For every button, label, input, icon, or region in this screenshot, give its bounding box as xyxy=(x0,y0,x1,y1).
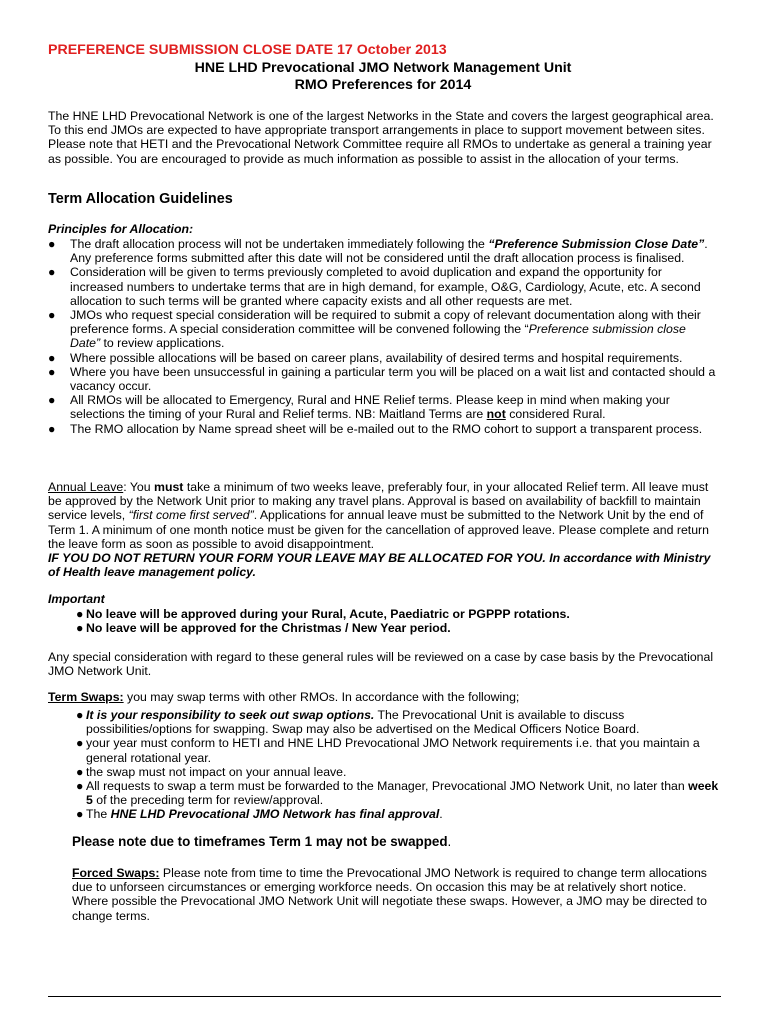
list-item: ● No leave will be approved for the Christmas / New Year period. xyxy=(76,621,451,636)
document-title: HNE LHD Prevocational JMO Network Management Unit xyxy=(194,60,572,76)
principles-heading: Principles for Allocation: xyxy=(48,222,194,236)
annual-leave-label: Annual Leave xyxy=(48,480,124,494)
forced-swaps-label: Forced Swaps: xyxy=(72,866,160,880)
term-swaps-paragraph: Term Swaps: you may swap terms with other RMOs. In accordance with the following; xyxy=(48,690,520,704)
bullet-icon: ● xyxy=(48,265,56,280)
list-item: ● No leave will be approved during your Rural, Acute, Paediatric or PGPPP rotations. xyxy=(76,607,570,621)
important-heading: Important xyxy=(48,592,105,606)
bullet-icon: ● xyxy=(76,621,84,636)
list-item: ● Consideration will be given to terms previously completed to avoid duplication and expand the opportunity for increased numbers to undertake terms that are in high demand, for example, O&G, Cardiology, Acute, etc. A second allocation to such terms will be granted where capacity exists and all other requests are met. xyxy=(48,265,701,308)
bullet-icon: ● xyxy=(48,350,56,365)
forced-swaps-paragraph: Forced Swaps: Please note from time to time the Prevocational JMO Network is required to change term allocations due to unforseen circumstances or emerging workforce needs. On occasion this may be at relatively short notice. Where possible the Prevocational JMO Network Unit will negotiate these swaps. However, a JMO may be directed to change terms. xyxy=(72,866,707,923)
term-swaps-list xyxy=(76,708,721,822)
list-item: ● Where you have been unsuccessful in gaining a particular term you will be placed on a wait list and contacted should a vacancy occur. xyxy=(48,364,716,394)
important-list xyxy=(76,607,716,635)
term-allocation-heading: Term Allocation Guidelines xyxy=(48,191,233,207)
bullet-icon: ● xyxy=(76,779,84,794)
footer-divider xyxy=(48,996,721,997)
list-item: ● The HNE LHD Prevocational JMO Network has final approval. xyxy=(76,807,443,822)
list-item: ● All RMOs will be allocated to Emergency, Rural and HNE Relief terms. Please keep in mind when making your selections the timing of your Rural and Relief terms. NB: Maitland Terms are not considered Rural. xyxy=(48,393,670,422)
list-item: ● JMOs who request special consideration will be required to submit a copy of relevant documentation along with their preference forms. A special consideration committee will be convened following the “Preference submission close Date” to review applications. xyxy=(48,308,701,351)
list-item: ● the swap must not impact on your annual leave. xyxy=(76,764,347,779)
bullet-icon: ● xyxy=(76,764,84,779)
document-subtitle: RMO Preferences for 2014 xyxy=(294,77,472,93)
bullet-icon: ● xyxy=(48,364,56,379)
list-item: ● The RMO allocation by Name spread sheet will be e-mailed out to the RMO cohort to support a transparent process. xyxy=(48,421,703,436)
list-item: ● Where possible allocations will be based on career plans, availability of desired terms and hospital requirements. xyxy=(48,350,683,365)
bullet-icon: ● xyxy=(76,708,84,722)
principles-list xyxy=(48,237,716,436)
bullet-icon: ● xyxy=(76,736,84,751)
close-date-heading: PREFERENCE SUBMISSION CLOSE DATE 17 October 2013 xyxy=(48,42,447,58)
leave-warning: IF YOU DO NOT RETURN YOUR FORM YOUR LEAVE MAY BE ALLOCATED FOR YOU. In accordance with Ministry of Health leave management policy. xyxy=(48,551,711,580)
bullet-icon: ● xyxy=(48,237,56,251)
term1-swap-note: Please note due to timeframes Term 1 may not be swapped. xyxy=(72,834,452,849)
term-swaps-label: Term Swaps: xyxy=(48,690,124,704)
list-item: ● It is your responsibility to seek out swap options. The Prevocational Unit is available to discuss possibilities/options for swapping. Swap may also be advertised on the Medical Officers Notice Board. xyxy=(76,708,640,737)
bullet-icon: ● xyxy=(76,807,84,822)
bullet-icon: ● xyxy=(76,607,84,621)
list-item: ● All requests to swap a term must be forwarded to the Manager, Prevocational JMO Network Unit, no later than week 5 of the preceding term for review/approval. xyxy=(76,779,719,808)
bullet-icon: ● xyxy=(48,393,56,408)
intro-paragraph: The HNE LHD Prevocational Network is one of the largest Networks in the State and covers the largest geographical area. To this end JMOs are expected to have appropriate transport arrangements in place to support movement between sites. Please note that HETI and the Prevocational Network Committee require all RMOs to undertake as general a training year as possible. You are encouraged to provide as much information as possible to assist in the allocation of your terms. xyxy=(48,109,714,166)
list-item: ● your year must conform to HETI and HNE LHD Prevocational JMO Network requirements i.e. that you maintain a general rotational year. xyxy=(76,736,700,765)
bullet-icon: ● xyxy=(48,308,56,323)
bullet-icon: ● xyxy=(48,421,56,436)
annual-leave-paragraph: Annual Leave: You must take a minimum of two weeks leave, preferably four, in your allocated Relief term. All leave must be approved by the Network Unit prior to making any travel plans. Approval is based on availability of backfill to maintain service levels, “first come first served”. Applications for annual leave must be submitted to the Network Unit by the end of Term 1. A minimum of one month notice must be given for the cancellation of approved leave. Please complete and return the leave form as soon as possible to avoid disappointment. IF YOU DO NOT RETURN YOUR FORM YOUR LEAVE MAY BE ALLOCATED FOR YOU. In accordance with Ministry of Health leave management policy. xyxy=(48,480,716,579)
list-item: ● The draft allocation process will not be undertaken immediately following the “Preference Submission Close Date”. Any preference forms submitted after this date will not be considered until the draft allocation process is finalised. xyxy=(48,237,708,266)
special-consideration-paragraph: Any special consideration with regard to these general rules will be reviewed on a case by case basis by the Prevocational JMO Network Unit. xyxy=(48,650,714,679)
